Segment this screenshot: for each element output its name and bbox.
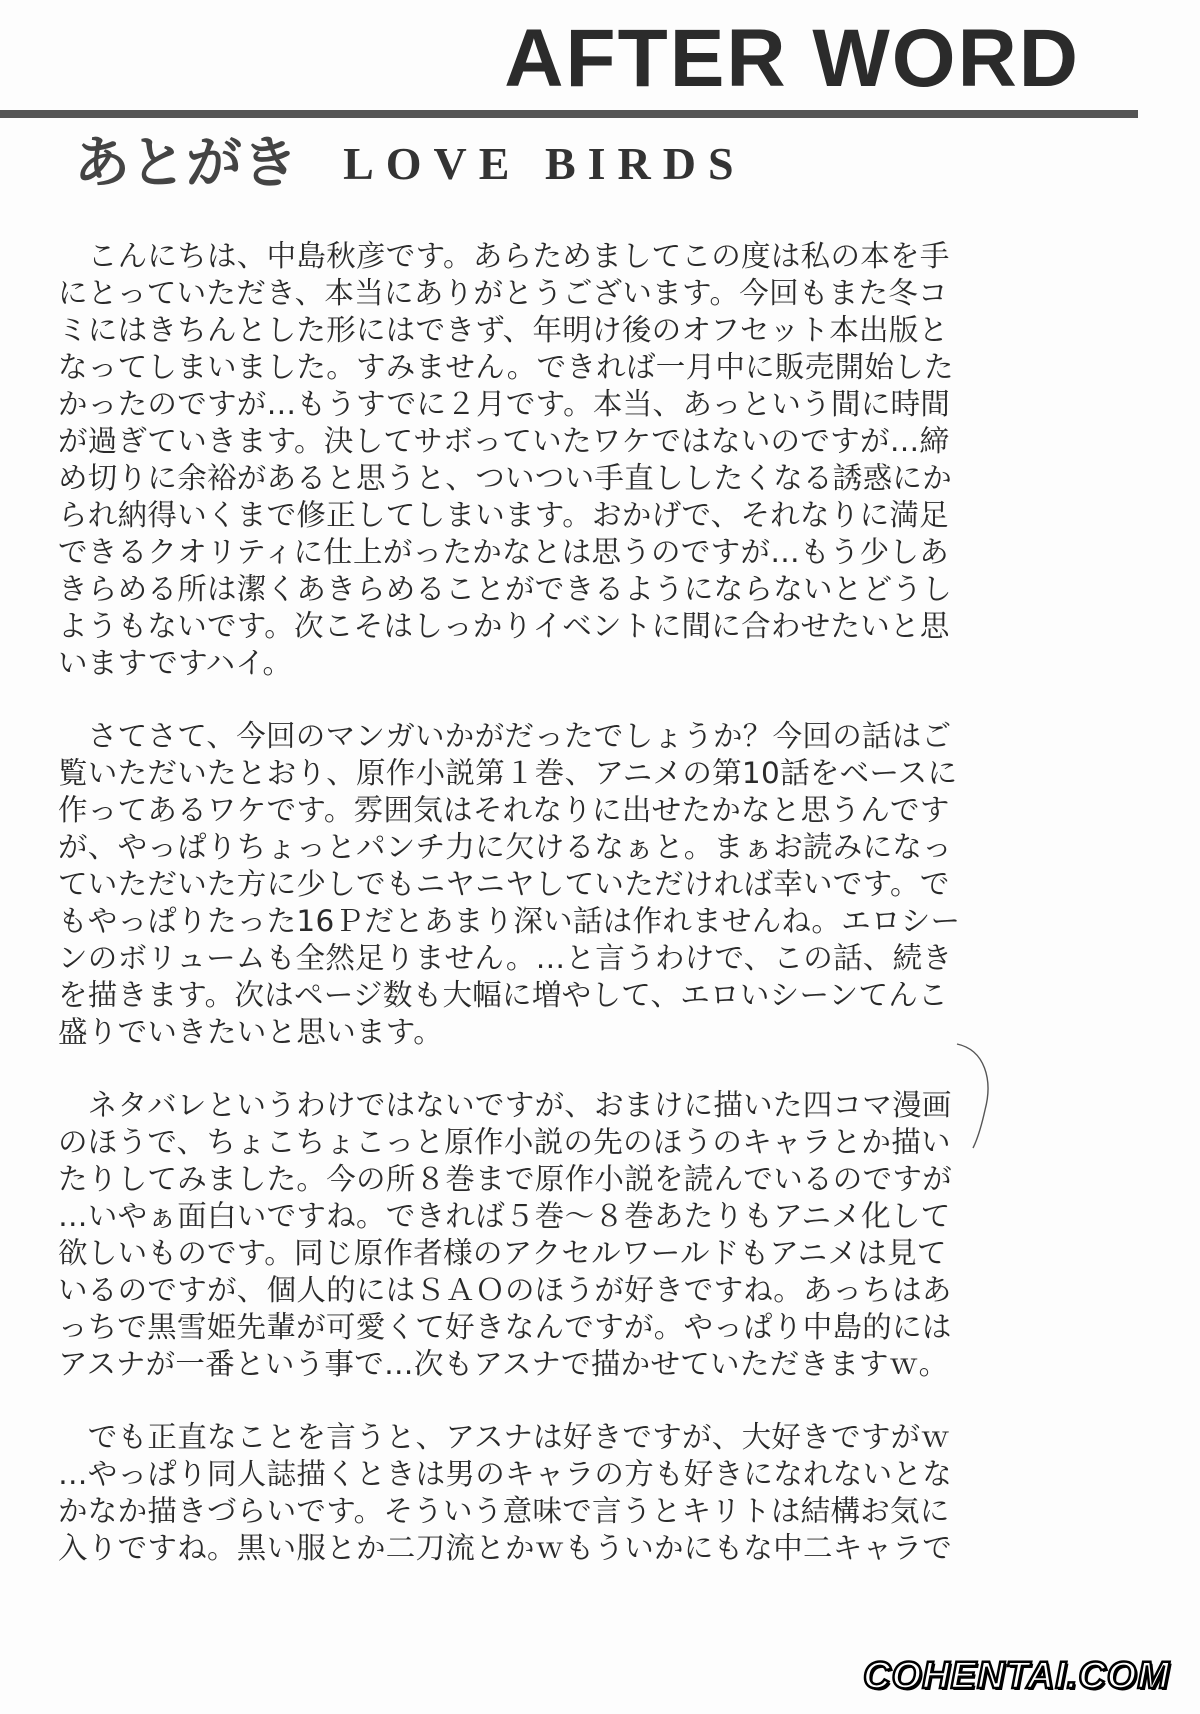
text-line: のほうで、ちょこちょこっと原作小説の先のほうのキャラとか描い xyxy=(58,1125,951,1159)
text-line: …やっぱり同人誌描くときは男のキャラの方も好きになれないとな xyxy=(58,1457,952,1491)
text-line: きらめる所は潔くあきらめることができるようにならないとどうし xyxy=(58,572,953,606)
text-line: かなか描きづらいです。そういう意味で言うとキリトは結構お気に xyxy=(58,1494,950,1528)
header-divider xyxy=(0,110,1138,118)
text-line: ていただいた方に少しでもニヤニヤしていただければ幸いです。で xyxy=(58,867,950,901)
text-line: いるのですが、個人的にはＳＡＯのほうが好きですね。あっちはあ xyxy=(58,1273,952,1307)
text-line: なってしまいました。すみません。できれば一月中に販売開始した xyxy=(58,350,954,384)
paragraph xyxy=(58,238,1068,682)
text-line: ンのボリュームも全然足りません。…と言うわけで、この話、続き xyxy=(58,941,953,975)
text-line: ネタバレというわけではないですが、おまけに描いた四コマ漫画 xyxy=(58,1088,952,1122)
text-line: め切りに余裕があると思うと、ついつい手直ししたくなる誘惑にか xyxy=(58,461,953,495)
text-line: ミにはきちんとした形にはできず、年明け後のオフセット本出版と xyxy=(58,313,949,347)
section-heading xyxy=(74,131,746,196)
text-line: が過ぎていきます。決してサボっていたワケではないのですが…締 xyxy=(58,424,950,458)
text-line: ようもないです。次こそはしっかりイベントに間に合わせたいと思 xyxy=(58,609,950,643)
text-line: っちで黒雪姫先輩が可愛くて好きなんですが。やっぱり中島的には xyxy=(58,1310,952,1344)
text-line: 覧いただいたとおり、原作小説第１巻、アニメの第10話をベースに xyxy=(58,756,958,790)
text-line: こんにちは、中島秋彦です。あらためましてこの度は私の本を手 xyxy=(58,239,950,273)
text-line: さてさて、今回のマンガいかがだったでしょうか？今回の話はご xyxy=(58,719,952,753)
text-line: 盛りでいきたいと思います。 xyxy=(58,1015,444,1049)
text-line: 作ってあるワケです。雰囲気はそれなりに出せたかなと思うんです xyxy=(58,793,950,827)
text-line: にとっていただき、本当にありがとうございます。今回もまた冬コ xyxy=(58,276,948,310)
text-line: でも正直なことを言うと、アスナは好きですが、大好きですがｗ xyxy=(58,1420,951,1454)
text-line: いますですハイ。 xyxy=(58,646,293,680)
text-line: 欲しいものです。同じ原作者様のアクセルワールドもアニメは見て xyxy=(58,1236,947,1270)
heading-english: LOVE BIRDS xyxy=(343,138,746,189)
text-line: 入りですね。黒い服とか二刀流とかｗもういかにもな中二キャラで xyxy=(58,1531,953,1565)
text-line: たりしてみました。今の所８巻まで原作小説を読んでいるのですが xyxy=(58,1162,952,1196)
text-line: …いやぁ面白いですね。できれば５巻～８巻あたりもアニメ化して xyxy=(58,1199,951,1233)
text-line: を描きます。次はページ数も大幅に増やして、エロいシーンてんこ xyxy=(58,978,948,1012)
page-title: AFTER WORD xyxy=(504,13,1080,104)
text-line: が、やっぱりちょっとパンチ力に欠けるなぁと。まぁお読みになっ xyxy=(58,830,952,864)
text-line: られ納得いくまで修正してしまいます。おかげで、それなりに満足 xyxy=(58,498,950,532)
heading-japanese: あとがき xyxy=(74,131,298,196)
text-line: もやっぱりたった16Ｐだとあまり深い話は作れませんね。エロシー xyxy=(58,904,961,938)
text-line: できるクオリティに仕上がったかなとは思うのですが…もう少しあ xyxy=(58,535,950,569)
afterword-body xyxy=(58,238,1068,1603)
paragraph xyxy=(58,1419,1068,1567)
pen-stroke-mark xyxy=(955,1040,995,1150)
text-line: かったのですが…もうすでに２月です。本当、あっという間に時間 xyxy=(58,387,951,421)
site-watermark: COHENTAI.COM xyxy=(863,1655,1170,1697)
paragraph xyxy=(58,1087,1068,1383)
text-line: アスナが一番という事で…次もアスナで描かせていただきますｗ。 xyxy=(58,1347,949,1381)
paragraph xyxy=(58,718,1068,1051)
